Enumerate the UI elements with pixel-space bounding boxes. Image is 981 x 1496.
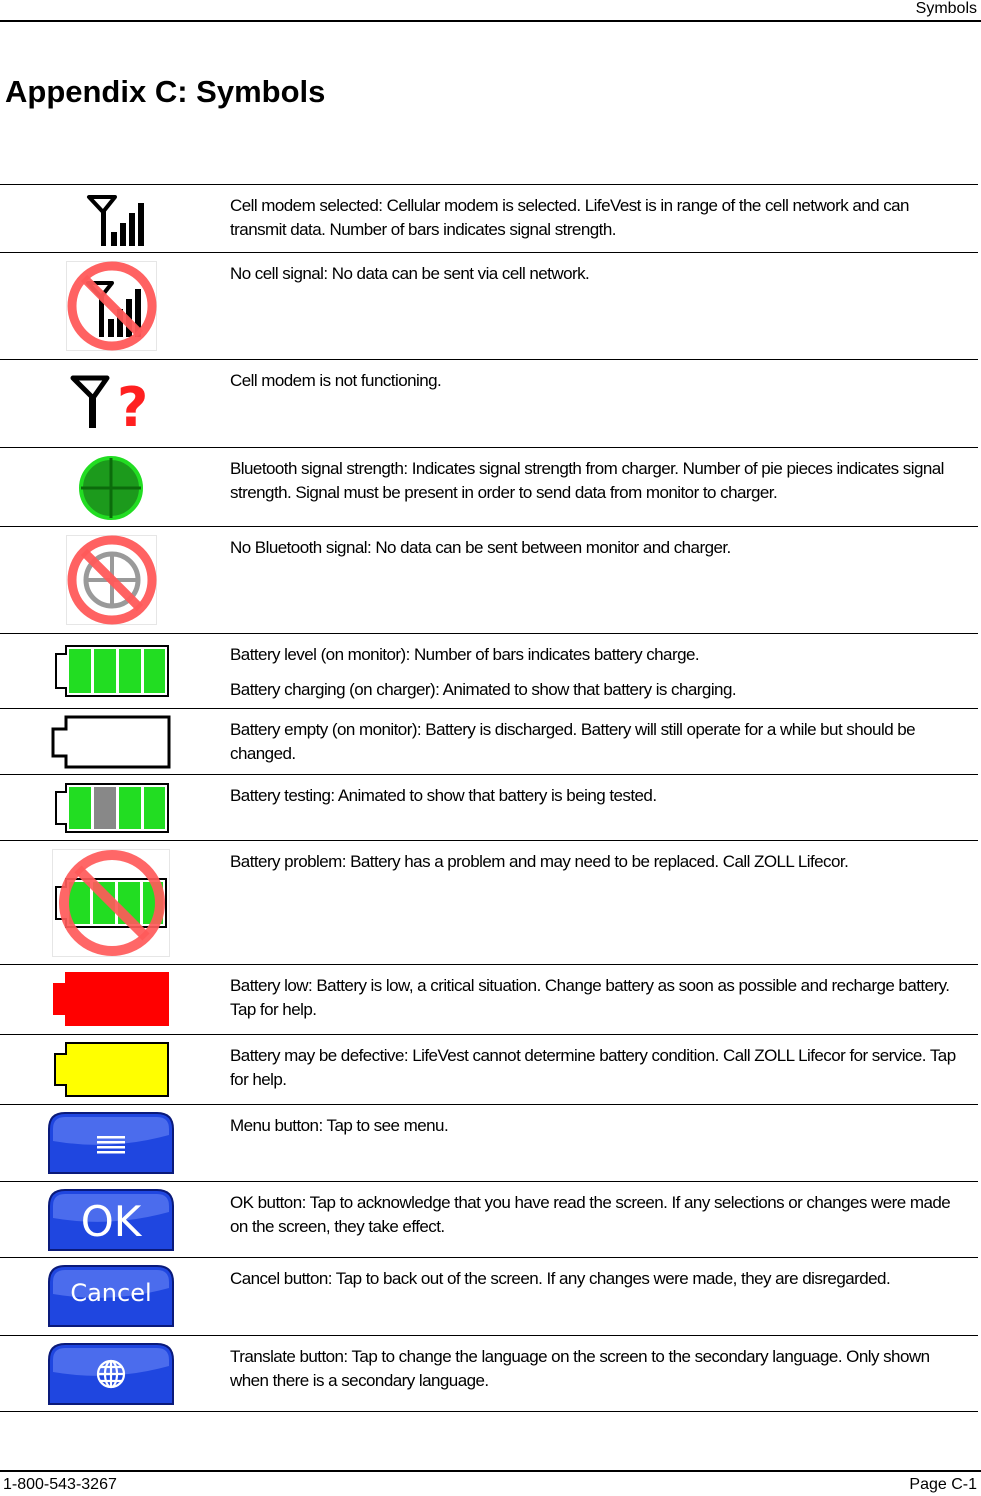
symbol-icon-cell xyxy=(0,709,222,774)
translate-button-icon xyxy=(47,1342,175,1406)
symbol-description: Menu button: Tap to see menu. xyxy=(230,1116,449,1135)
battery-problem-icon xyxy=(52,849,170,957)
symbol-description: Battery low: Battery is low, a critical situation. Change battery as soon as possible and recharge battery. Tap for help. xyxy=(230,976,950,1019)
battery-defective-icon xyxy=(52,1041,170,1098)
battery-low-icon xyxy=(52,971,170,1027)
svg-text:?: ? xyxy=(117,376,149,430)
cancel-button-icon xyxy=(47,1264,175,1328)
symbol-description: Translate button: Tap to change the language on the screen to the secondary language. Only shown when there is a secondary language. xyxy=(230,1347,930,1390)
symbol-icon-cell xyxy=(0,1035,222,1104)
symbol-row xyxy=(0,360,978,448)
symbol-description: Cell modem selected: Cellular modem is selected. LifeVest is in range of the cell network and can transmit data. Number of bars indicates signal strength. xyxy=(230,196,909,239)
symbol-icon-cell xyxy=(0,1105,222,1181)
battery-empty-icon xyxy=(50,715,172,769)
symbol-description: Battery problem: Battery has a problem and may need to be replaced. Call ZOLL Lifecor. xyxy=(230,852,849,871)
symbol-icon-cell xyxy=(0,1182,222,1257)
symbol-icon-cell xyxy=(0,1336,222,1411)
symbol-icon-cell xyxy=(0,185,222,252)
page-header xyxy=(0,0,981,22)
symbol-description: No Bluetooth signal: No data can be sent between monitor and charger. xyxy=(230,538,731,557)
symbol-icon-cell xyxy=(0,841,222,964)
symbol-icon-cell xyxy=(0,634,222,708)
header-section-title: Symbols xyxy=(915,0,977,17)
ok-button-icon xyxy=(47,1188,175,1252)
cell-signal-icon xyxy=(86,193,146,247)
symbol-description: Bluetooth signal strength: Indicates signal strength from charger. Number of pie pieces indicates signal strength. Signal must be present in order to send data from monitor to charger. xyxy=(230,459,944,502)
menu-button-icon xyxy=(47,1111,175,1175)
symbol-row xyxy=(0,709,978,775)
symbol-row xyxy=(0,527,978,634)
no-bluetooth-signal-icon xyxy=(66,535,158,625)
symbol-row xyxy=(0,253,978,360)
battery-testing-icon xyxy=(53,782,171,834)
symbol-row xyxy=(0,448,978,527)
symbols-table xyxy=(0,184,978,1412)
symbol-icon-cell xyxy=(0,1258,222,1335)
symbol-row xyxy=(0,634,978,709)
symbol-description: Battery may be defective: LifeVest cannot determine battery condition. Call ZOLL Lifecor for service. Tap for help. xyxy=(230,1046,956,1089)
cell-modem-error-icon xyxy=(70,374,152,430)
symbol-row xyxy=(0,775,978,841)
symbol-icon-cell xyxy=(0,965,222,1034)
bluetooth-signal-icon xyxy=(78,455,144,521)
page-title: Appendix C: Symbols xyxy=(5,74,326,109)
symbol-description: OK button: Tap to acknowledge that you have read the screen. If any selections or changes were made on the screen, they take effect. xyxy=(230,1193,951,1236)
footer-phone: 1-800-543-3267 xyxy=(3,1476,117,1493)
symbol-description: Battery testing: Animated to show that battery is being tested. xyxy=(230,786,657,805)
cancel-button-label: Cancel xyxy=(70,1279,152,1307)
symbol-row xyxy=(0,1182,978,1258)
symbol-description: No cell signal: No data can be sent via cell network. xyxy=(230,264,590,283)
globe-icon xyxy=(98,1361,124,1387)
footer-page-number: Page C-1 xyxy=(909,1476,977,1493)
symbol-row xyxy=(0,1336,978,1412)
symbol-icon-cell xyxy=(0,253,222,359)
no-cell-signal-icon xyxy=(66,261,158,351)
symbol-row xyxy=(0,185,978,253)
ok-button-label: OK xyxy=(80,1197,142,1246)
symbol-icon-cell xyxy=(0,527,222,633)
symbol-description: Battery empty (on monitor): Battery is discharged. Battery will still operate for a while but should be changed. xyxy=(230,720,916,763)
symbol-row xyxy=(0,1035,978,1105)
symbol-icon-cell xyxy=(0,448,222,526)
symbol-row xyxy=(0,841,978,965)
symbol-description: Cell modem is not functioning. xyxy=(230,371,442,390)
symbol-row xyxy=(0,1105,978,1182)
page-footer xyxy=(0,1470,981,1472)
symbol-icon-cell xyxy=(0,775,222,840)
symbol-description: Cancel button: Tap to back out of the screen. If any changes were made, they are disregarded. xyxy=(230,1269,891,1288)
symbol-row xyxy=(0,1258,978,1336)
symbol-description: Battery charging (on charger): Animated to show that battery is charging. xyxy=(230,680,737,699)
symbol-row xyxy=(0,965,978,1035)
battery-full-icon xyxy=(53,644,171,698)
symbol-icon-cell xyxy=(0,360,222,447)
symbol-description: Battery level (on monitor): Number of bars indicates battery charge. xyxy=(230,645,700,664)
